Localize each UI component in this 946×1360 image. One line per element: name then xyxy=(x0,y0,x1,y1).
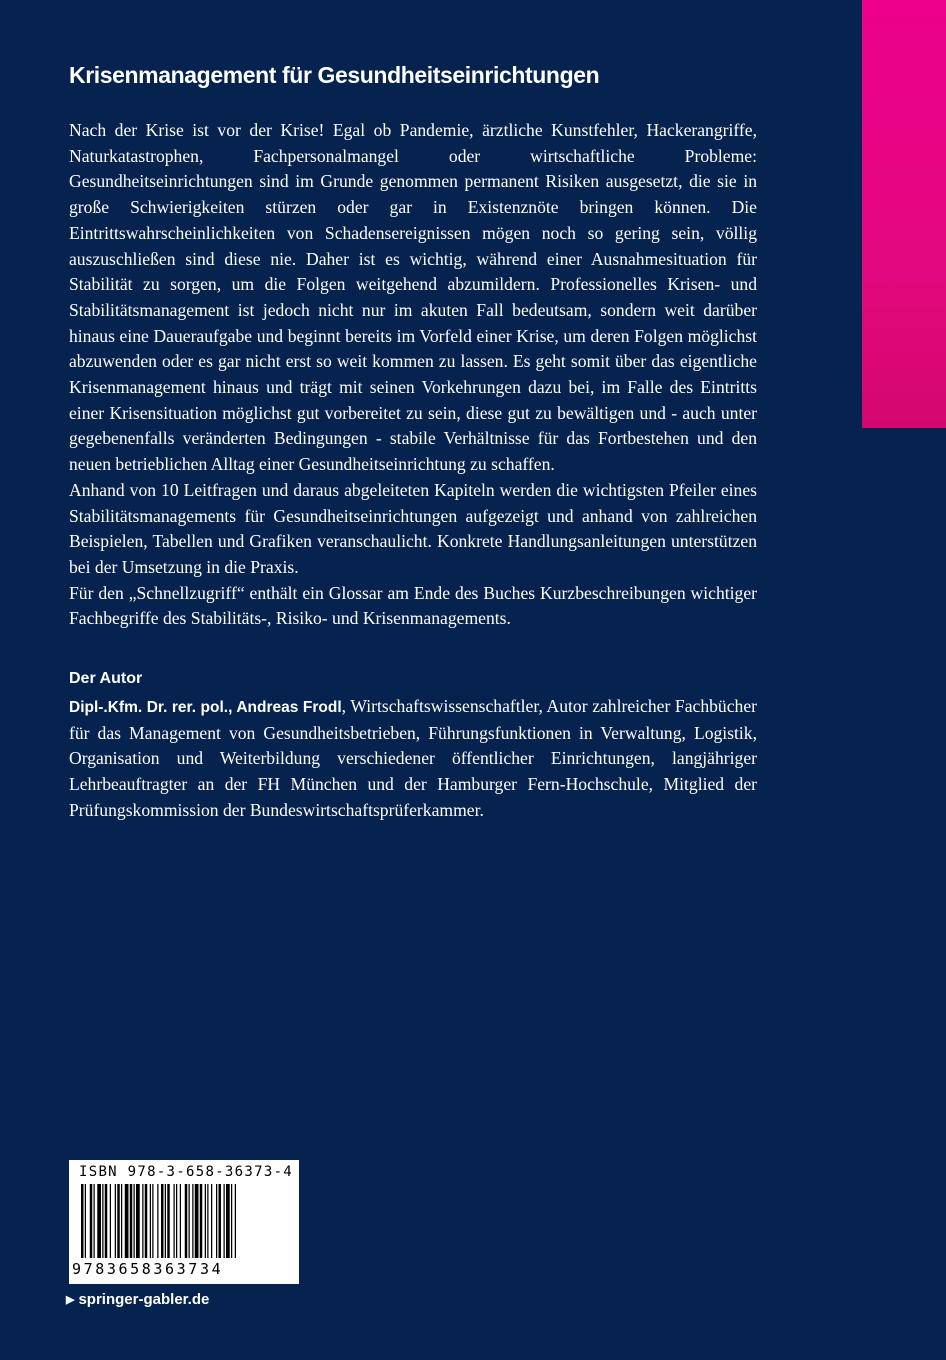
publisher-link[interactable] xyxy=(66,1291,209,1308)
description-paragraph: Anhand von 10 Leitfragen und daraus abgeleiteten Kapiteln werden die wichtigsten Pfeiler eines Stabilitätsmanagements für Gesundheitseinrichtungen aufgezeigt und anhand von zahlreichen Beispielen, Tabellen und Grafiken veranschaulicht. Konkrete Handlungsanleitungen unterstützen bei der Umsetzung in die Praxis. xyxy=(69,479,757,577)
website-label: springer-gabler.de xyxy=(78,1291,210,1308)
barcode-digits: 9783658363734 xyxy=(72,1260,224,1278)
description-paragraph: Für den „Schnellzugriff“ enthält ein Glossar am Ende des Buches Kurzbeschreibungen wichtiger Fachbegriffe des Stabilitäts-, Risiko- und Krisenmanagements. xyxy=(69,582,757,629)
author-bio xyxy=(69,694,757,824)
isbn-label: ISBN 978-3-658-36373-4 xyxy=(79,1164,294,1180)
book-description xyxy=(69,118,757,632)
arrow-right-icon: ▶ xyxy=(66,1294,75,1306)
author-name: Dipl-.Kfm. Dr. rer. pol., Andreas Frodl xyxy=(69,699,342,716)
barcode-bars xyxy=(69,1184,299,1264)
isbn-barcode xyxy=(69,1160,299,1284)
page-title: Krisenmanagement für Gesundheitseinrichtungen xyxy=(69,62,600,88)
author-bio-text: , Wirtschaftswissenschaftler, Autor zahlreicher Fachbücher für das Management von Gesundheitsbetrieben, Führungsfunktionen in Verwaltung, Logistik, Organisation und Weiterbildung verschiedener öffentlicher Einrichtungen, langjähriger Lehrbeauftragter an der FH München und der Hamburger Fern-Hochschule, Mitglied der Prüfungskommission der Bundeswirtschaftsprüferkammer. xyxy=(69,696,758,820)
description-paragraph: Nach der Krise ist vor der Krise! Egal ob Pandemie, ärztliche Kunstfehler, Hackerangriffe, Naturkatastrophen, Fachpersonalmangel oder wirtschaftliche Probleme: Gesundheitseinrichtungen sind im Grunde genommen permanent Risiken ausgesetzt, die sie in große Schwierigkeiten stürzen oder gar in Existenznöte bringen können. Die Eintrittswahrscheinlichkeiten von Schadensereignissen mögen noch so gering sein, völlig auszuschließen sind diese nie. Daher ist es wichtig, während einer Ausnahmesituation für Stabilität zu sorgen, um die Folgen weitgehend abzumildern. Professionelles Krisen- und Stabilitätsmanagement ist jedoch nicht nur im akuten Fall bedeutsam, sondern weit darüber hinaus eine Daueraufgabe und beginnt bereits im Vorfeld einer Krise, um deren Folgen möglichst abzuwenden oder es gar nicht erst so weit kommen zu lassen. Es geht somit über das eigentliche Krisenmanagement hinaus und trägt mit seinen Vorkehrungen dazu bei, im Falle des Eintritts einer Krisensituation möglichst gut vorbereitet zu sein, diese gut zu bewältigen und - auch unter gegebenenfalls veränderten Bedingungen - stabile Verhältnisse für das Fortbestehen und den neuen betrieblichen Alltag einer Gesundheitseinrichtung zu schaffen. xyxy=(69,120,757,475)
accent-bar xyxy=(862,0,946,428)
author-heading: Der Autor xyxy=(69,670,143,687)
